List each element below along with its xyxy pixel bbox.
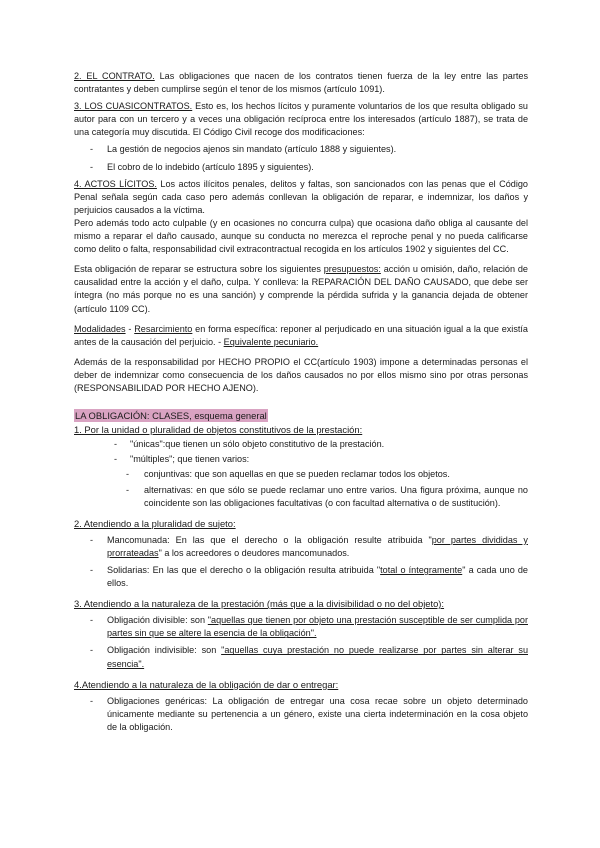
list-item: - Obligación indivisible: son "aquellas cuya prestación no puede realizarse por partes sin alterar su esencia".	[74, 644, 528, 670]
prestacion-list	[74, 614, 528, 670]
list-item: - alternativas: en que sólo se puede reclamar uno entre varios. Una figura próxima, aunque no coincidente son las obligaciones facultativas (o con facultad alternativa o de sustitución).	[74, 484, 528, 510]
list-item: - "únicas":que tienen un sólo objeto constitutivo de la prestación.	[74, 438, 528, 451]
sujeto-list	[74, 534, 528, 590]
list-item: - conjuntivas: que son aquellas en que se pueden reclamar todos los objetos.	[74, 468, 528, 481]
objetos-list	[74, 438, 528, 509]
section-heading: 3. LOS CUASICONTRATOS.	[74, 101, 193, 112]
list-item: - Obligación divisible: son "aquellas que tienen por objeto una prestación susceptible de ser cumplida por partes sin que se altere la esencia de la obligación".	[74, 614, 528, 640]
list-item: - El cobro de lo indebido (artículo 1895 y siguientes).	[74, 161, 528, 174]
obligacion-section	[74, 409, 528, 734]
list-item: - Mancomunada: En las que el derecho o la obligación resulte atribuida "por partes divididas y prorrateadas" a los acreedores o deudores mancomunados.	[74, 534, 528, 560]
section-heading: 2. EL CONTRATO.	[74, 71, 155, 81]
subheading: 2. Atendiendo a la pluralidad de sujeto:	[74, 517, 236, 529]
subheading: 4.Atendiendo a la naturaleza de la obligación de dar o entregar:	[74, 678, 339, 690]
paragraph-responsabilidad: Además de la responsabilidad por HECHO PROPIO el CC(artículo 1903) impone a determinadas personas el deber de indemnizar como consecuencia de los daños causados no por ellos mismo sino por otras personas (RESPONSABILIDAD POR HECHO AJENO).	[74, 356, 528, 393]
list-item: - Obligaciones genéricas: La obligación de entregar una cosa recae sobre un objeto determinado únicamente mediante su pertenencia a un género, existe una cierta indeterminación en la cosa objeto de la obligación.	[74, 695, 528, 734]
list-item: - "múltiples"; que tienen varios:	[74, 453, 528, 466]
document-page	[74, 70, 528, 734]
dar-entregar-list	[74, 695, 528, 734]
section-contrato: 2. EL CONTRATO. Las obligaciones que nacen de los contratos tienen fuerza de la ley entre las partes contratantes y deben cumplirse según el tenor de los mismos (artículo 1091).	[74, 71, 528, 95]
list-item: - Solidarias: En las que el derecho o la obligación resulta atribuida "total o íntegramente" a cada uno de ellos.	[74, 564, 528, 590]
cuasicontratos-list	[74, 143, 528, 173]
section-actos-ilicitos: 4. ACTOS LÍCITOS. Los actos ilícitos penales, delitos y faltas, son sancionados con las penas que el Código Penal señala según cada caso pero además conllevan la obligación de reparar, e indemnizar, los daños y perjuicios causados a la víctima.	[74, 178, 528, 215]
paragraph-presupuestos: Esta obligación de reparar se estructura sobre los siguientes presupuestos: acción u omisión, daño, relación de causalidad entre la acción y el daño, culpa. Y conlleva: la REPARACIÓN DEL DAÑO CAUSADO, que debe ser íntegra (no más porque no es una sanción) y comprende la pérdida sufrida y la ganancia dejada de obtener (artículo 1109 CC).	[74, 264, 528, 314]
section-cuasicontratos: 3. LOS CUASICONTRATOS. Esto es, los hechos lícitos y puramente voluntarios de los que resulta obligado su autor para con un tercero y a veces una obligación recíproca entre los interesados (artículo 1887), se trata de una categoría muy discutida. El Código Civil recoge dos modificaciones:	[74, 101, 528, 138]
subheading: 3. Atendiendo a la naturaleza de la prestación (más que a la divisibilidad o no del objeto):	[74, 598, 445, 610]
highlighted-title: LA OBLIGACIÓN: CLASES, esquema general	[75, 410, 267, 422]
subheading: 1. Por la unidad o pluralidad de objetos constitutivos de la prestación:	[74, 424, 363, 436]
list-item: - La gestión de negocios ajenos sin mandato (artículo 1888 y siguientes).	[74, 143, 528, 156]
paragraph: Pero además todo acto culpable (y en ocasiones no concurra culpa) que ocasiona daño obliga al causante del mismo a reparar el daño causado, aunque su conducta no merezca el reproche penal y no pueda calificarse como delito o falta, responsabilidad civil extracontractual recogida en los artículos 1902 y siguientes del CC.	[74, 217, 528, 255]
paragraph-modalidades: Modalidades - Resarcimiento en forma específica: reponer al perjudicado en una situación igual a la que existía antes de la causación del perjuicio. - Equivalente pecuniario.	[74, 323, 528, 347]
section-heading: 4. ACTOS LÍCITOS.	[74, 178, 157, 189]
